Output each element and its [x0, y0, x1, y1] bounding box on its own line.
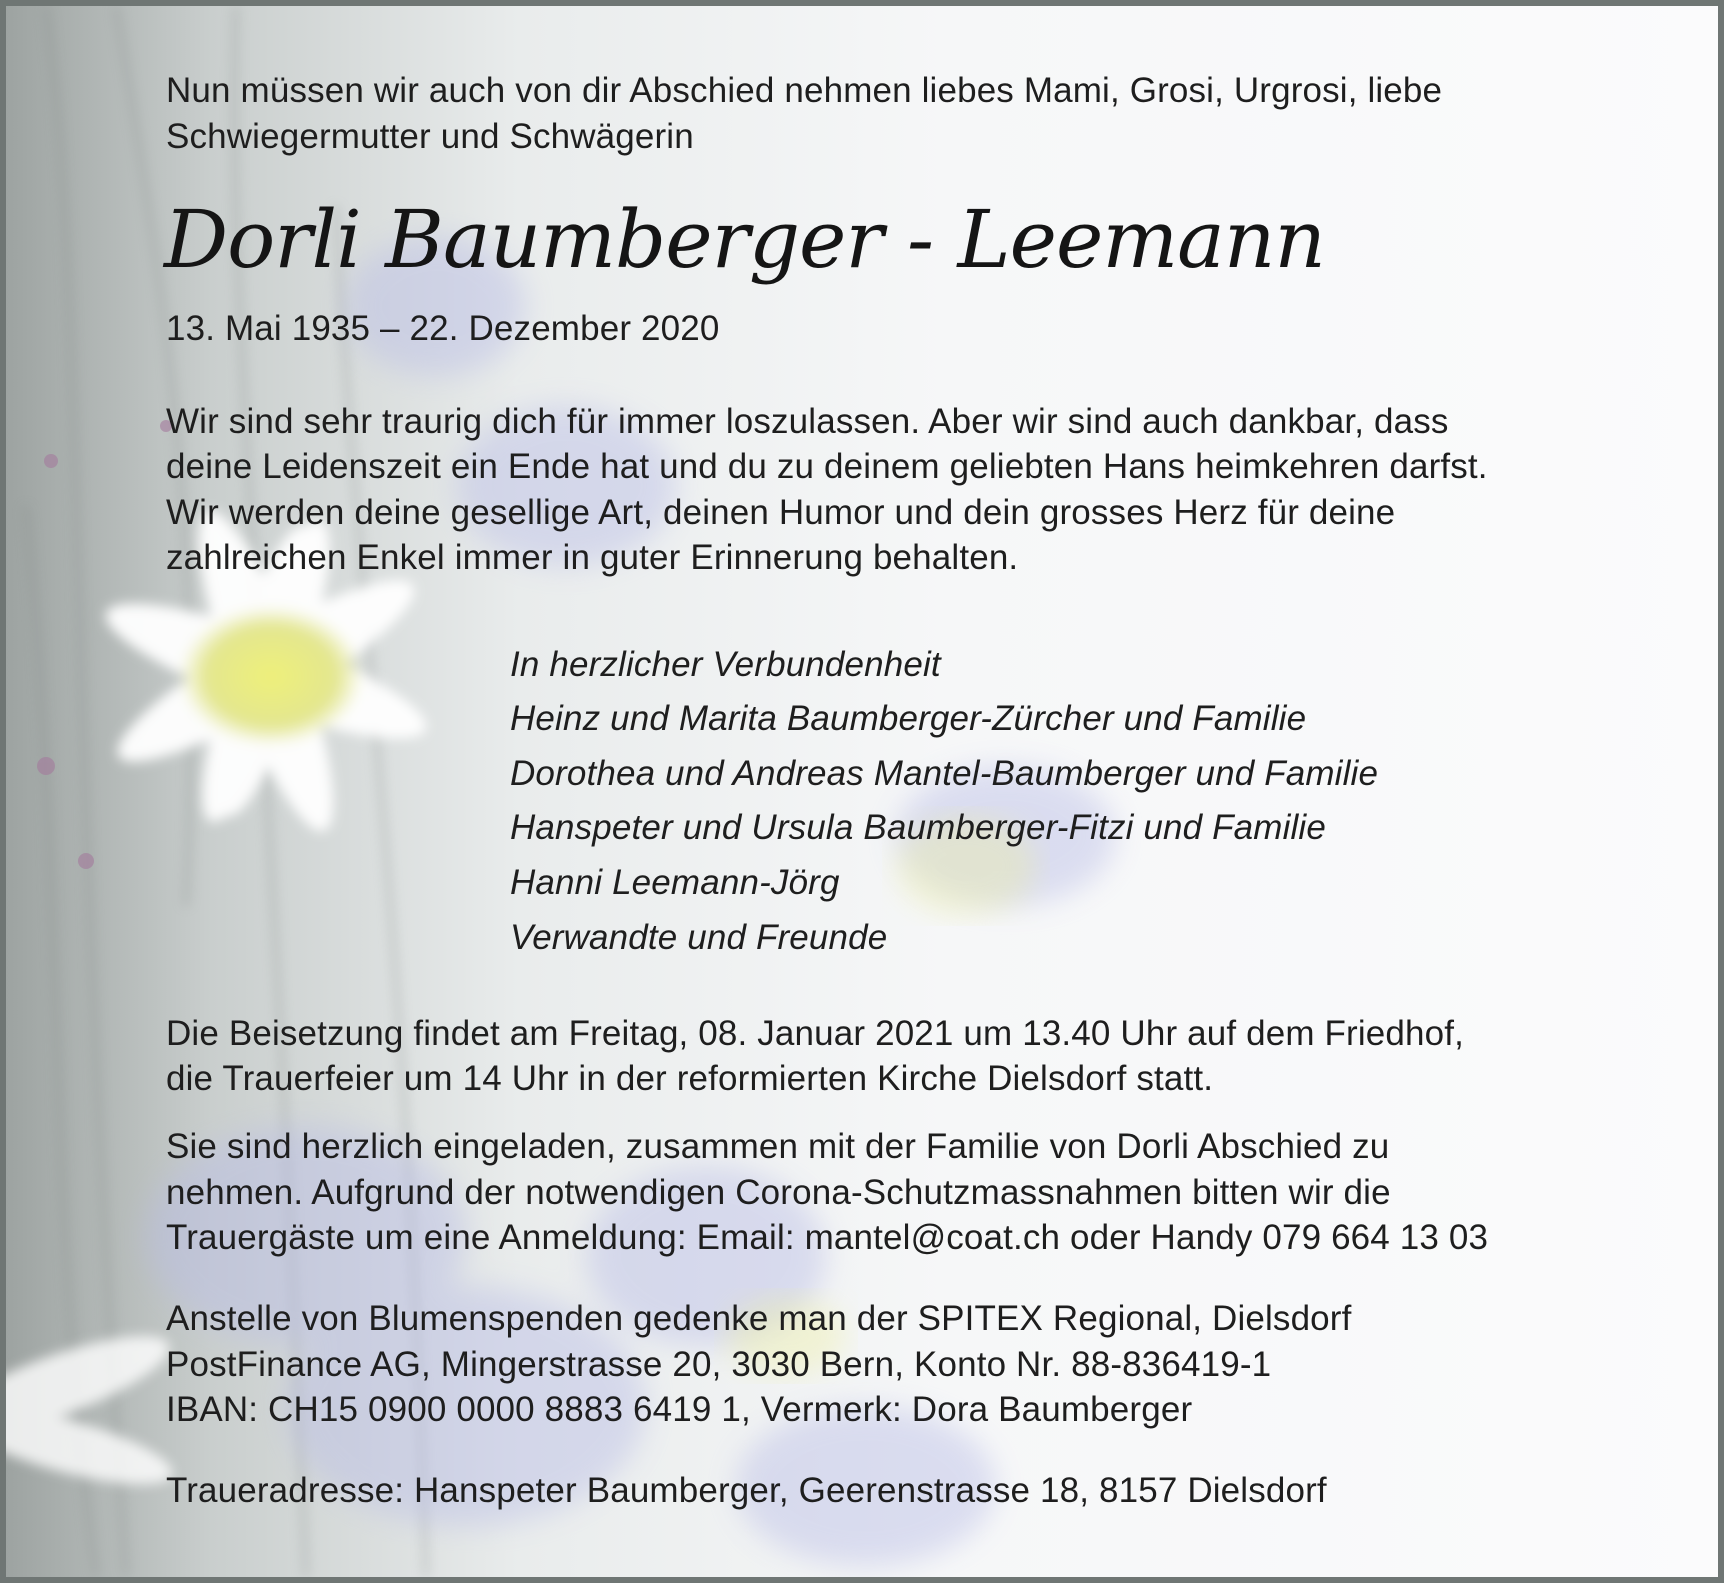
message-line-3: Wir werden deine gesellige Art, deinen Humor und dein grosses Herz für deine: [166, 493, 1396, 532]
signature-family-4: Hanni Leemann-Jörg: [510, 863, 840, 902]
signature-greeting: In herzlicher Verbundenheit: [510, 645, 941, 684]
donation-line-2: PostFinance AG, Mingerstrasse 20, 3030 Bern, Konto Nr. 88-836419-1: [166, 1345, 1272, 1384]
invitation-line-3: Trauergäste um eine Anmeldung: Email: mantel@coat.ch oder Handy 079 664 13 03: [166, 1218, 1489, 1257]
intro-line-1: Nun müssen wir auch von dir Abschied nehmen liebes Mami, Grosi, Urgrosi, liebe: [166, 71, 1443, 110]
signature-family-5: Verwandte und Freunde: [510, 918, 888, 957]
obituary-card: [6, 6, 1718, 1577]
message-line-1: Wir sind sehr traurig dich für immer loszulassen. Aber wir sind auch dankbar, dass: [166, 402, 1449, 441]
life-dates: 13. Mai 1935 – 22. Dezember 2020: [166, 309, 720, 348]
funeral-line-2: die Trauerfeier um 14 Uhr in der reformierten Kirche Dielsdorf statt.: [166, 1059, 1214, 1098]
message-line-4: zahlreichen Enkel immer in guter Erinnerung behalten.: [166, 538, 1019, 577]
invitation-line-2: nehmen. Aufgrund der notwendigen Corona-Schutzmassnahmen bitten wir die: [166, 1173, 1391, 1212]
donation-line-3: IBAN: CH15 0900 0000 8883 6419 1, Vermerk: Dora Baumberger: [166, 1390, 1193, 1429]
intro-line-2: Schwiegermutter und Schwägerin: [166, 117, 694, 156]
mourning-address: Traueradresse: Hanspeter Baumberger, Geerenstrasse 18, 8157 Dielsdorf: [166, 1471, 1327, 1510]
donation-line-1: Anstelle von Blumenspenden gedenke man der SPITEX Regional, Dielsdorf: [166, 1299, 1352, 1338]
signature-family-1: Heinz und Marita Baumberger-Zürcher und Familie: [510, 699, 1307, 738]
signature-family-3: Hanspeter und Ursula Baumberger-Fitzi und Familie: [510, 808, 1326, 847]
message-line-2: deine Leidenszeit ein Ende hat und du zu deinem geliebten Hans heimkehren darfst.: [166, 447, 1488, 486]
funeral-line-1: Die Beisetzung findet am Freitag, 08. Januar 2021 um 13.40 Uhr auf dem Friedhof,: [166, 1014, 1464, 1053]
invitation-line-1: Sie sind herzlich eingeladen, zusammen mit der Familie von Dorli Abschied zu: [166, 1127, 1390, 1166]
deceased-name: Dorli Baumberger - Leemann: [164, 193, 1325, 286]
signature-family-2: Dorothea und Andreas Mantel-Baumberger und Familie: [510, 754, 1379, 793]
